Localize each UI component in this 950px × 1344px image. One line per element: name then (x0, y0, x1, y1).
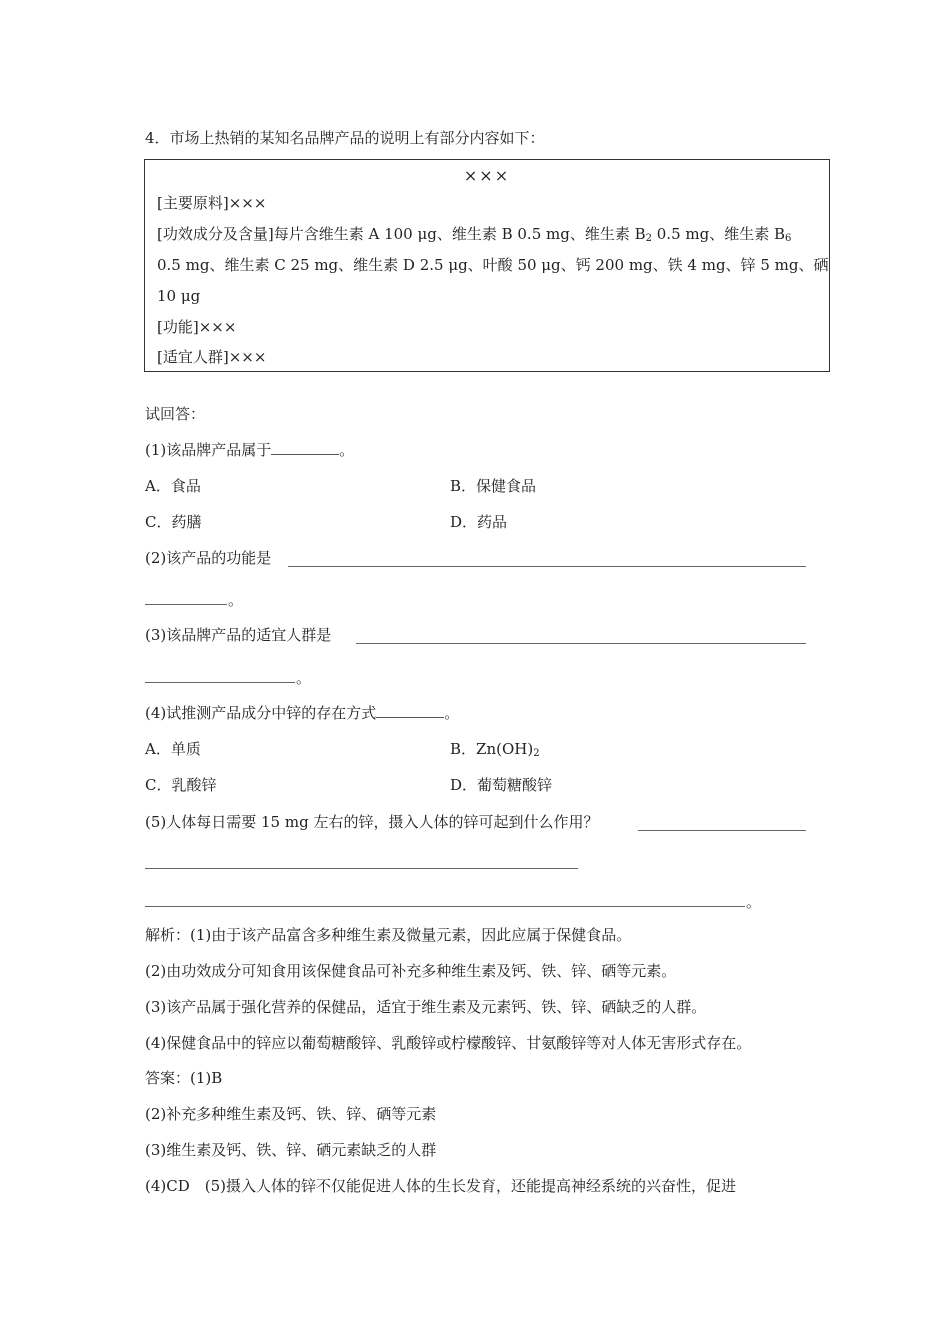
analysis-line-4: (4)保健食品中的锌应以葡萄糖酸锌、乳酸锌或柠檬酸锌、甘氨酸锌等对人体无害形式存在。 (145, 1034, 752, 1052)
q4-option-c: C．乳酸锌 (145, 776, 217, 794)
question-intro: 4．市场上热销的某知名品牌产品的说明上有部分内容如下： (145, 129, 545, 147)
q2-blank-2 (145, 604, 227, 605)
product-label-box (144, 159, 830, 372)
q2-end: 。 (228, 591, 244, 609)
q1-option-c: C．药膳 (145, 513, 202, 531)
ingredients-text-2: 0.5 mg、维生素 B (652, 225, 786, 243)
product-label-raw-materials: [主要原料]××× (157, 194, 267, 212)
q1-option-d: D．药品 (450, 513, 508, 531)
answer-line-1: 答案：(1)B (145, 1069, 223, 1087)
product-label-function: [功能]××× (157, 318, 237, 336)
answer-line-2: (2)补充多种维生素及钙、铁、锌、硒等元素 (145, 1105, 437, 1123)
q1-stem: (1)该品牌产品属于 。 (145, 441, 355, 459)
q4-option-d: D．葡萄糖酸锌 (450, 776, 553, 794)
q5-blank-1 (638, 830, 806, 831)
answer-line-3: (3)维生素及钙、铁、锌、硒元素缺乏的人群 (145, 1141, 437, 1159)
q3-stem: (3)该品牌产品的适宜人群是 (145, 626, 332, 644)
ingredients-sub-1: 2 (645, 233, 652, 244)
analysis-line-1: 解析：(1)由于该产品富含多种维生素及微量元素，因此应属于保健食品。 (145, 926, 632, 944)
answer-prompt: 试回答： (145, 405, 206, 423)
q1-option-b: B．保健食品 (450, 477, 537, 495)
analysis-line-2: (2)由功效成分可知食用该保健食品可补充多种维生素及钙、铁、锌、硒等元素。 (145, 962, 677, 980)
q4-stem: (4)试推测产品成分中锌的存在方式 。 (145, 704, 460, 722)
q4-blank (376, 703, 444, 718)
product-label-target-group: [适宜人群]××× (157, 348, 267, 366)
q5-blank-2 (145, 868, 578, 869)
q5-end: 。 (746, 893, 762, 911)
product-label-ingredients-line (157, 224, 791, 249)
q4-option-b: B．$Zn(OH)_2$ (450, 740, 540, 759)
product-label-ingredients-line-2: 0.5 mg、维生素 C 25 mg、维生素 D 2.5 μg、叶酸 50 μg、钙 200 mg、铁 4 mg、锌 5 mg、硒 (157, 256, 829, 274)
ingredients-sub-2: 6 (785, 233, 792, 244)
q1-blank (271, 440, 339, 455)
q5-stem: (5)人体每日需要 15 mg 左右的锌，摄入人体的锌可起到什么作用？ (145, 813, 599, 831)
q2-stem: (2)该产品的功能是 (145, 549, 272, 567)
product-label-ingredients-line-3: 10 μg (157, 287, 201, 305)
q3-blank-2 (145, 682, 295, 683)
analysis-line-3: (3)该产品属于强化营养的保健品，适宜于维生素及元素钙、铁、锌、硒缺乏的人群。 (145, 998, 707, 1016)
q4-option-a: A．单质 (145, 740, 201, 758)
ingredients-text-1: [功效成分及含量]每片含维生素 A 100 μg、维生素 B 0.5 mg、维生素 B (157, 225, 646, 243)
product-label-title: ××× (463, 166, 511, 185)
q2-blank-1 (288, 566, 806, 567)
q5-blank-3 (145, 906, 745, 907)
q3-blank-1 (356, 643, 806, 644)
q3-end: 。 (296, 669, 312, 687)
q1-option-a: A．食品 (145, 477, 201, 495)
answer-line-4: (4)CD (5)摄入人体的锌不仅能促进人体的生长发育，还能提高神经系统的兴奋性，促进 (145, 1177, 737, 1195)
